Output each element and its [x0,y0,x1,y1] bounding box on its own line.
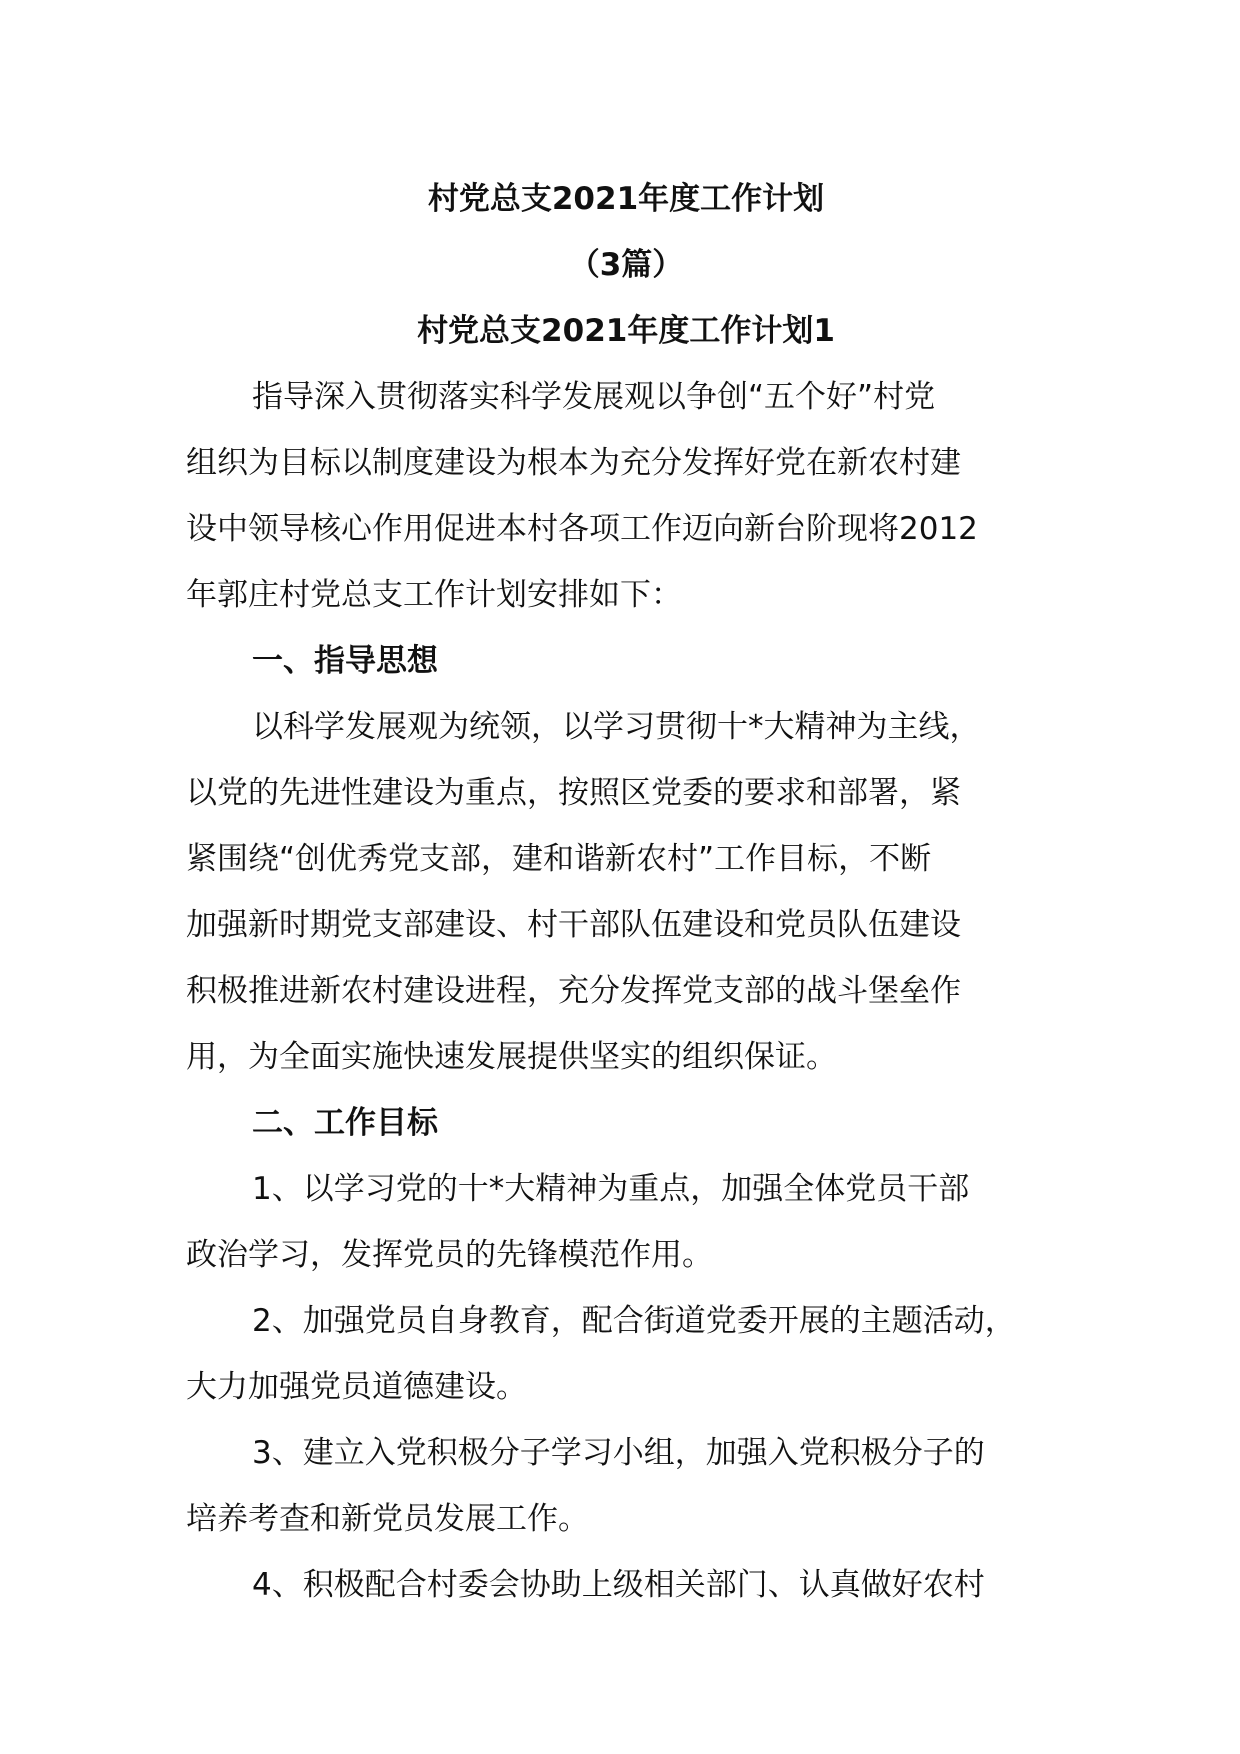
section-heading-work-goals: 二、工作目标 [252,1105,438,1141]
intro-line: 设中领导核心作用促进本村各项工作迈向新台阶现将2012 [186,511,978,547]
intro-line: 组织为目标以制度建设为根本为充分发挥好党在新农村建 [186,445,961,481]
document-subtitle: 村党总支2021年度工作计划1 [417,313,835,349]
paragraph-line: 以党的先进性建设为重点，按照区党委的要求和部署，紧 [186,775,961,811]
paragraph-line: 4、积极配合村委会协助上级相关部门、认真做好农村 [252,1567,985,1603]
paragraph-line: 大力加强党员道德建设。 [186,1369,527,1405]
paragraph-line: 2、加强党员自身教育，配合街道党委开展的主题活动， [252,1303,1016,1339]
paragraph-line: 培养考查和新党员发展工作。 [186,1501,589,1537]
goal-item-2 [186,1288,1066,1420]
section-heading-guiding-ideology: 一、指导思想 [252,643,438,679]
paragraph-line: 政治学习，发挥党员的先锋模范作用。 [186,1237,713,1273]
paragraph-line: 以科学发展观为统领，以学习贯彻十*大精神为主线， [252,709,981,745]
intro-line: 年郭庄村党总支工作计划安排如下： [186,577,682,613]
paragraph-line: 用，为全面实施快速发展提供坚实的组织保证。 [186,1039,837,1075]
paragraph-line: 3、建立入党积极分子学习小组，加强入党积极分子的 [252,1435,985,1471]
guiding-ideology-paragraph [186,694,1066,1090]
paragraph-line: 积极推进新农村建设进程，充分发挥党支部的战斗堡垒作 [186,973,961,1009]
goal-item-4 [186,1552,1066,1618]
paragraph-line: 加强新时期党支部建设、村干部队伍建设和党员队伍建设 [186,907,961,943]
intro-line: 指导深入贯彻落实科学发展观以争创“五个好”村党 [252,379,936,415]
paragraph-line: 紧围绕“创优秀党支部，建和谐新农村”工作目标，不断 [186,841,932,877]
paragraph-line: 1、以学习党的十*大精神为重点，加强全体党员干部 [252,1171,970,1207]
document-content [186,166,1066,1618]
goal-item-3 [186,1420,1066,1552]
document-title: 村党总支2021年度工作计划 [427,181,825,217]
intro-paragraph [186,364,1066,628]
document-title-count: （3篇） [568,247,684,283]
goal-item-1 [186,1156,1066,1288]
